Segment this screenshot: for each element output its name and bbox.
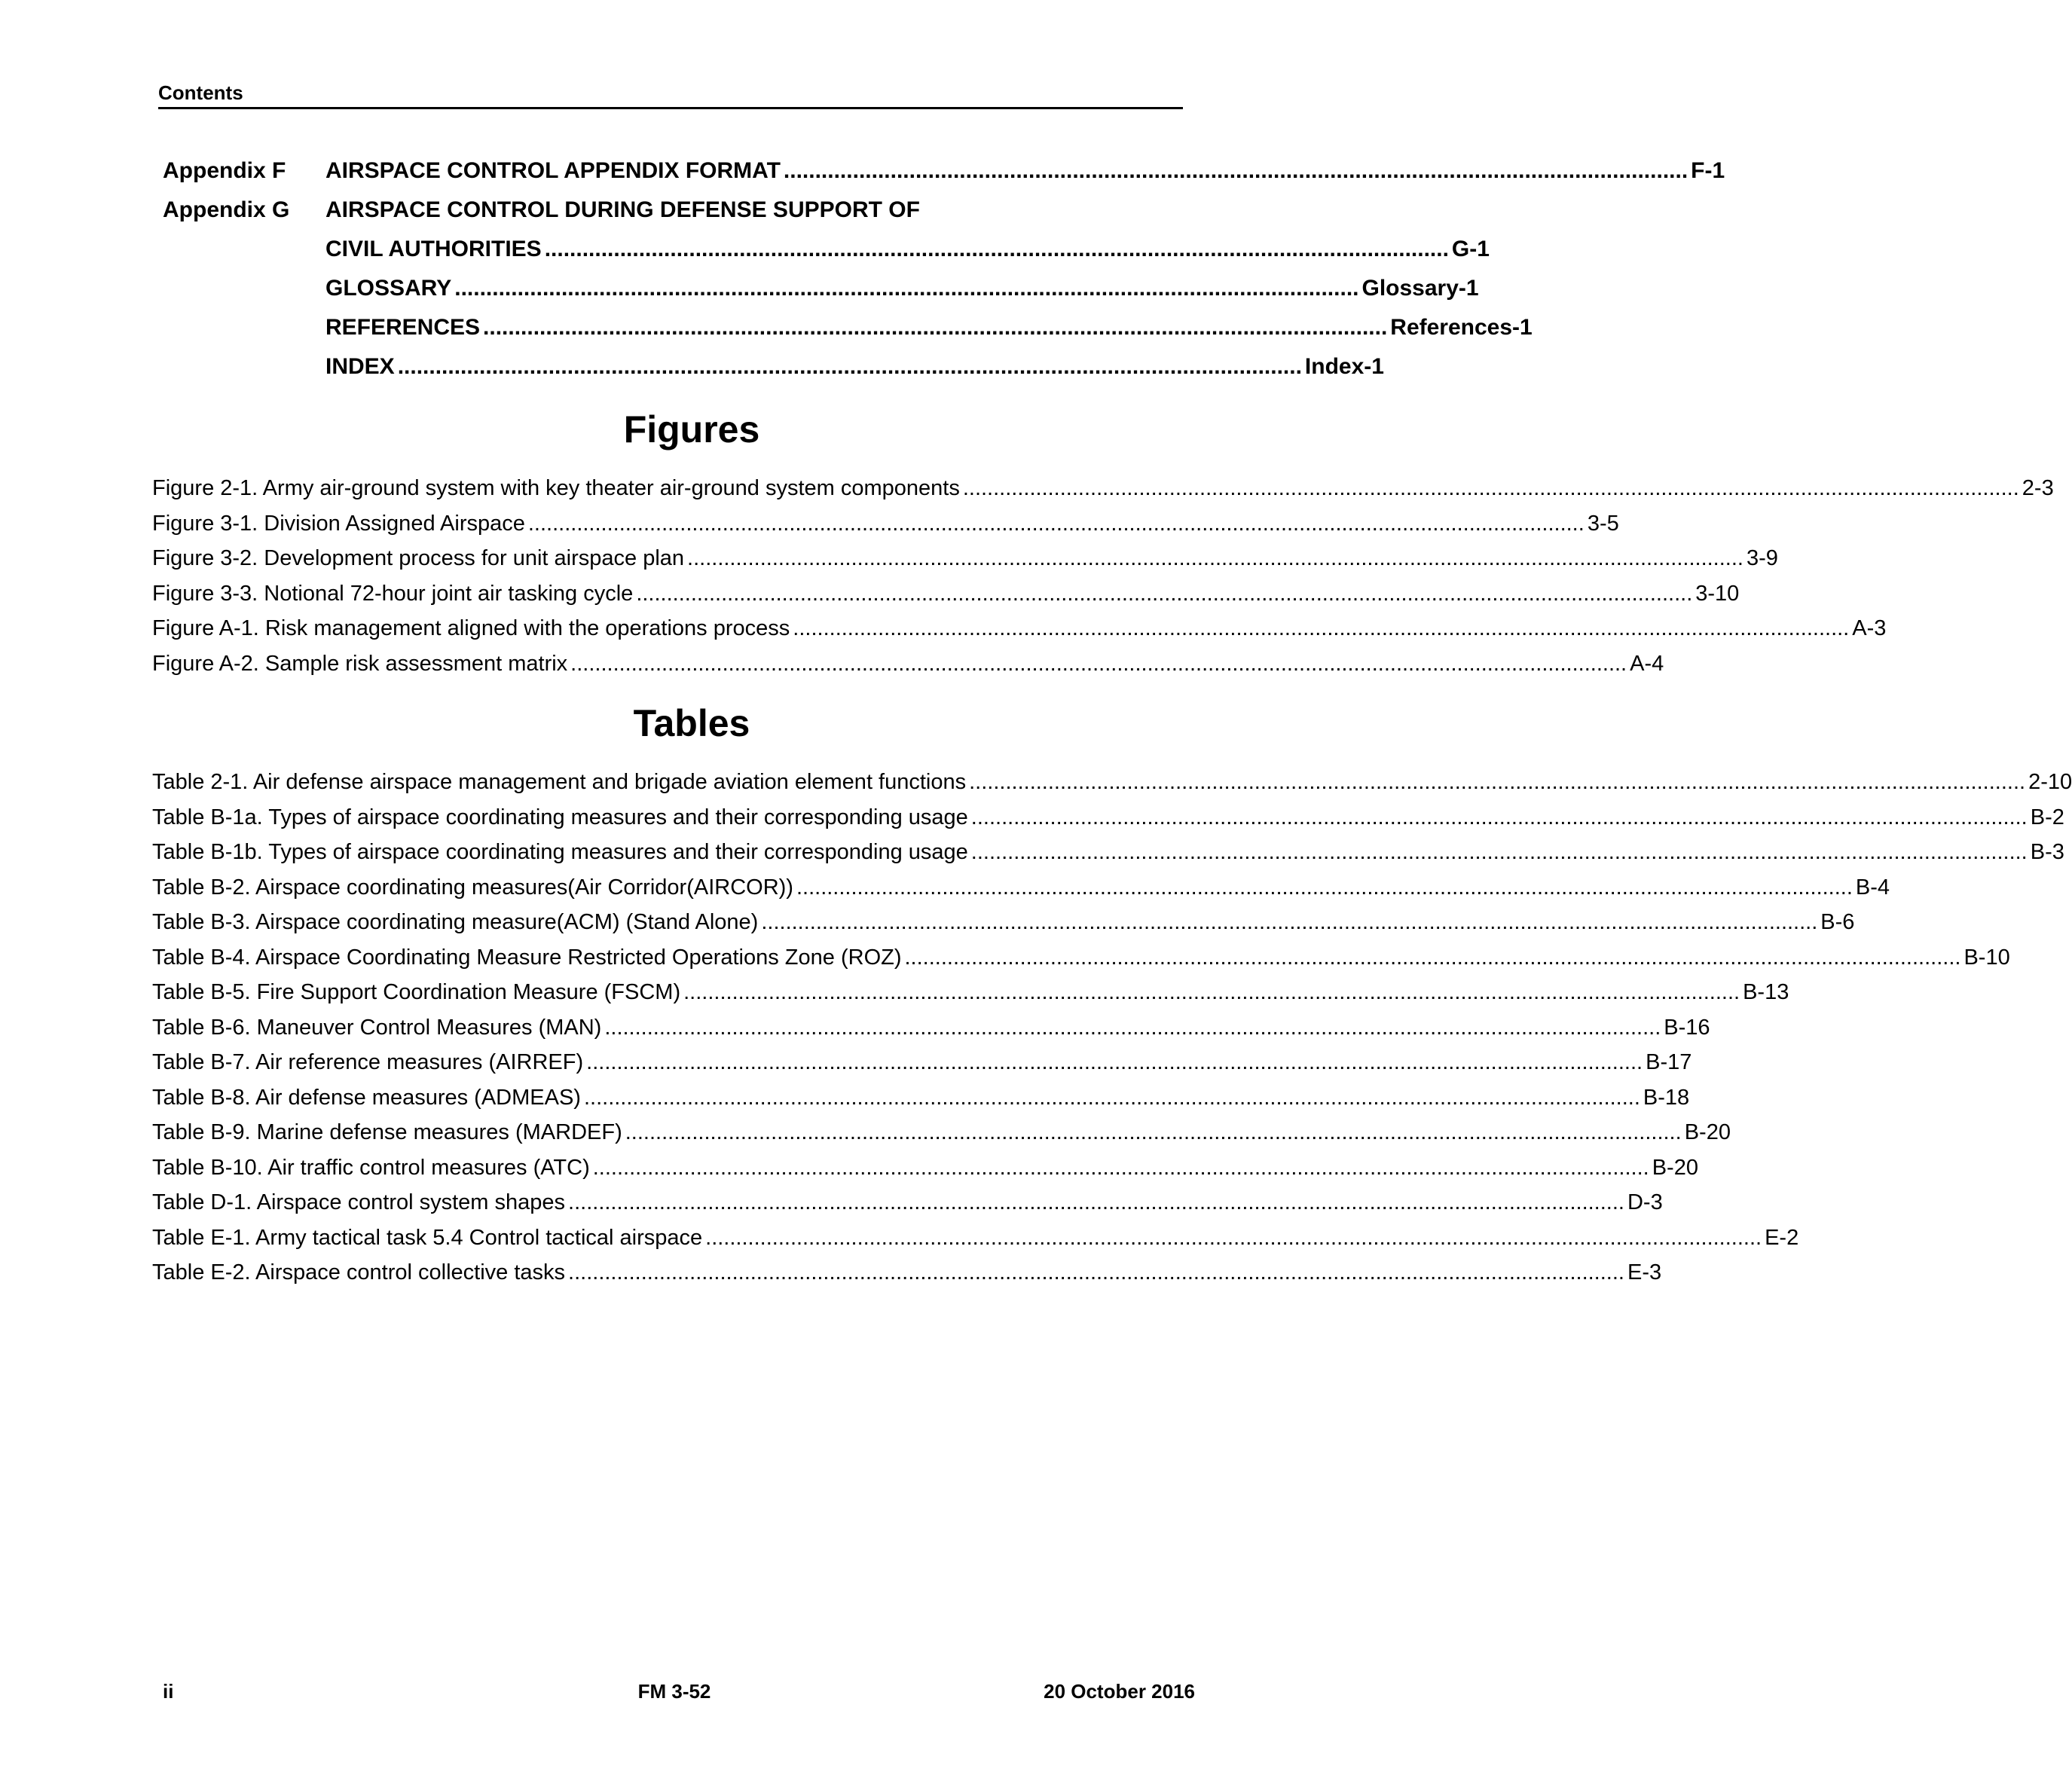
table-entry[interactable] (152, 1260, 1662, 1296)
table-title: Table B-4. Airspace Coordinating Measure Restricted Operations Zone (ROZ) (152, 945, 902, 970)
appendix-entry[interactable] (325, 237, 1490, 262)
table-entry[interactable] (152, 875, 1890, 911)
appendix-title: REFERENCES (325, 315, 481, 340)
table-entry[interactable] (152, 1120, 1731, 1156)
appendix-row (163, 197, 1142, 237)
appendix-entry[interactable] (325, 197, 1132, 223)
appendix-title: CIVIL AUTHORITIES (325, 237, 542, 261)
table-title: Table B-2. Airspace coordinating measures(Air Corridor(AIRCOR)) (152, 875, 793, 900)
table-entry[interactable] (152, 1190, 1663, 1226)
appendix-page: F-1 (1691, 158, 1725, 183)
appendix-page: G-1 (1451, 237, 1490, 261)
dot-leader: .............................................................................................................................................................................. (568, 1260, 1624, 1284)
figure-title: Figure 2-1. Army air-ground system with key theater air-ground system components (152, 476, 960, 500)
dot-leader: .............................................................................................................................................................................. (636, 581, 1693, 606)
table-page: E-3 (1627, 1260, 1662, 1284)
dot-leader: ................................................................................................................................................ (483, 315, 1388, 340)
table-entry[interactable] (152, 840, 2064, 875)
figure-entry[interactable] (152, 581, 1740, 617)
dot-leader: .............................................................................................................................................................................. (604, 1015, 1661, 1040)
figures-list (152, 476, 2054, 686)
figures-heading: Figures (623, 408, 760, 451)
figure-page: 2-3 (2022, 476, 2054, 500)
table-page: D-3 (1627, 1190, 1663, 1214)
table-page: B-16 (1664, 1015, 1710, 1040)
figure-entry[interactable] (152, 511, 1619, 547)
table-entry[interactable] (152, 805, 2064, 841)
appendix-row (163, 237, 1490, 276)
table-title: Table B-1a. Types of airspace coordinating measures and their corresponding usage (152, 805, 968, 829)
dot-leader: ................................................................................................................................................ (783, 158, 1688, 183)
appendix-page: Glossary-1 (1361, 276, 1479, 301)
table-title: Table B-8. Air defense measures (ADMEAS) (152, 1085, 581, 1110)
table-title: Table B-1b. Types of airspace coordinating measures and their corresponding usage (152, 840, 968, 864)
tables-heading: Tables (633, 702, 750, 744)
dot-leader: .............................................................................................................................................................................. (793, 616, 1850, 640)
appendix-row (163, 158, 1725, 197)
dot-leader: .............................................................................................................................................................................. (904, 945, 1961, 970)
table-title: Table B-9. Marine defense measures (MARDEF) (152, 1120, 622, 1144)
dot-leader: .............................................................................................................................................................................. (970, 840, 2028, 864)
table-title: Table E-1. Army tactical task 5.4 Control tactical airspace (152, 1225, 703, 1250)
table-entry[interactable] (152, 980, 1789, 1016)
table-page: 2-10 (2028, 770, 2072, 794)
appendix-entry[interactable] (325, 354, 1384, 380)
table-page: B-20 (1652, 1155, 1698, 1180)
table-page: B-4 (1855, 875, 1890, 900)
table-entry[interactable] (152, 770, 2072, 805)
table-page: B-3 (2030, 840, 2064, 864)
figure-title: Figure A-1. Risk management aligned with the operations process (152, 616, 790, 640)
appendix-entry[interactable] (325, 315, 1533, 341)
appendix-entry[interactable] (325, 158, 1725, 184)
appendix-row (163, 315, 1533, 354)
appendix-title: AIRSPACE CONTROL DURING DEFENSE SUPPORT OF (325, 197, 920, 222)
dot-leader: ................................................................................................................................................ (544, 237, 1449, 261)
table-title: Table E-2. Airspace control collective tasks (152, 1260, 566, 1284)
appendix-entry[interactable] (325, 276, 1479, 301)
header-rule (158, 107, 1183, 109)
dot-leader: .............................................................................................................................................................................. (687, 546, 1743, 570)
dot-leader: .............................................................................................................................................................................. (625, 1120, 1682, 1144)
appendix-title: GLOSSARY (325, 276, 452, 301)
table-page: E-2 (1765, 1225, 1799, 1250)
appendix-label: Appendix G (163, 197, 290, 222)
dot-leader: .............................................................................................................................................................................. (705, 1225, 1762, 1250)
table-entry[interactable] (152, 1015, 1710, 1051)
appendix-label: Appendix F (163, 158, 286, 183)
table-page: B-6 (1820, 910, 1855, 934)
figure-page: A-4 (1630, 651, 1664, 676)
table-title: Table D-1. Airspace control system shapes (152, 1190, 566, 1214)
dot-leader: ................................................................................................................................................ (454, 276, 1359, 301)
appendix-row (163, 354, 1384, 393)
appendix-page: References-1 (1390, 315, 1533, 340)
appendix-page: Index-1 (1304, 354, 1384, 379)
dot-leader: .............................................................................................................................................................................. (568, 1190, 1624, 1214)
dot-leader: .............................................................................................................................................................................. (592, 1155, 1649, 1180)
figure-page: 3-5 (1587, 511, 1619, 536)
figure-page: 3-9 (1746, 546, 1778, 570)
figure-title: Figure 3-2. Development process for unit airspace plan (152, 546, 685, 570)
table-title: Table B-10. Air traffic control measures (ATC) (152, 1155, 590, 1180)
appendix-row (163, 276, 1479, 315)
appendix-list (163, 158, 1725, 393)
dot-leader: .............................................................................................................................................................................. (570, 651, 1627, 676)
table-entry[interactable] (152, 1085, 1690, 1121)
table-page: B-2 (2030, 805, 2064, 829)
footer-publication: FM 3-52 (637, 1680, 711, 1703)
appendix-title: INDEX (325, 354, 395, 379)
page-header (158, 81, 1183, 104)
table-entry[interactable] (152, 1225, 1799, 1261)
dot-leader: .............................................................................................................................................................................. (527, 511, 1585, 536)
figure-entry[interactable] (152, 546, 1778, 582)
figure-title: Figure A-2. Sample risk assessment matrix (152, 651, 568, 676)
figure-title: Figure 3-1. Division Assigned Airspace (152, 511, 525, 536)
dot-leader: .............................................................................................................................................................................. (583, 1085, 1640, 1110)
table-entry[interactable] (152, 1155, 1698, 1191)
dot-leader: .............................................................................................................................................................................. (969, 770, 2026, 794)
figure-entry[interactable] (152, 476, 2054, 512)
figure-title: Figure 3-3. Notional 72-hour joint air tasking cycle (152, 581, 634, 606)
figure-entry[interactable] (152, 616, 1887, 652)
dot-leader: .............................................................................................................................................................................. (970, 805, 2028, 829)
dot-leader: .............................................................................................................................................................................. (761, 910, 1818, 934)
table-title: Table B-7. Air reference measures (AIRREF) (152, 1050, 584, 1074)
table-title: Table B-5. Fire Support Coordination Measure (FSCM) (152, 980, 681, 1004)
figure-page: 3-10 (1695, 581, 1740, 606)
tables-list (152, 770, 2072, 1296)
table-entry[interactable] (152, 945, 2010, 981)
appendix-title: AIRSPACE CONTROL APPENDIX FORMAT (325, 158, 781, 183)
dot-leader: .............................................................................................................................................................................. (796, 875, 1853, 900)
dot-leader: .............................................................................................................................................................................. (962, 476, 2019, 500)
table-entry[interactable] (152, 910, 1855, 945)
header-label: Contents (158, 81, 243, 104)
footer-page-number: ii (163, 1680, 174, 1703)
figure-page: A-3 (1852, 616, 1887, 640)
dot-leader: .............................................................................................................................................................................. (683, 980, 1740, 1004)
figure-entry[interactable] (152, 651, 1664, 687)
table-page: B-20 (1684, 1120, 1731, 1144)
table-page: B-13 (1743, 980, 1789, 1004)
table-title: Table B-6. Maneuver Control Measures (MAN) (152, 1015, 602, 1040)
table-entry[interactable] (152, 1050, 1692, 1086)
dot-leader: ................................................................................................................................................ (397, 354, 1302, 379)
table-page: B-10 (1964, 945, 2010, 970)
table-title: Table 2-1. Air defense airspace management and brigade aviation element functions (152, 770, 967, 794)
table-page: B-18 (1643, 1085, 1690, 1110)
table-page: B-17 (1646, 1050, 1692, 1074)
footer-date: 20 October 2016 (1044, 1680, 1195, 1703)
dot-leader: .............................................................................................................................................................................. (586, 1050, 1643, 1074)
table-title: Table B-3. Airspace coordinating measure(ACM) (Stand Alone) (152, 910, 759, 934)
